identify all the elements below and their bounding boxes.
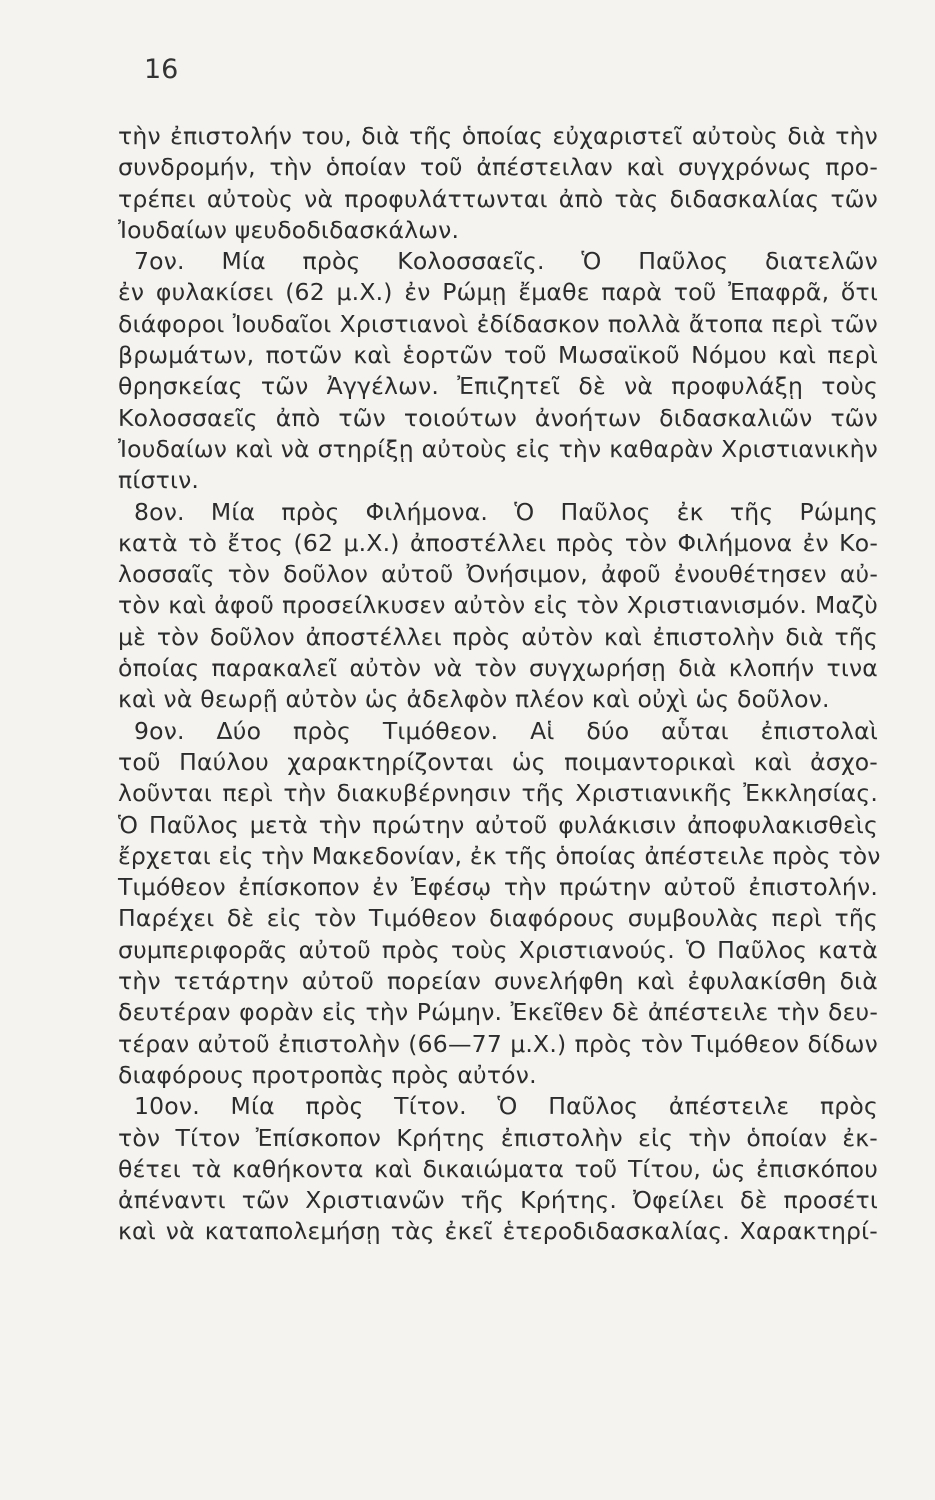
text-line: βρωμάτων, ποτῶν καὶ ἑορτῶν τοῦ Μωσαϊκοῦ Νόμου καὶ περὶ [118,341,878,370]
text-line: ἐν φυλακίσει (62 μ.Χ.) ἐν Ρώμῃ ἔμαθε παρὰ τοῦ Ἐπαφρᾶ, ὅτι [118,278,878,307]
text-line: Παρέχει δὲ εἰς τὸν Τιμόθεον διαφόρους συμβουλὰς περὶ τῆς [118,904,878,933]
text-line: συνδρομήν, τὴν ὁποίαν τοῦ ἀπέστειλαν καὶ συγχρόνως προ- [118,153,878,182]
text-line: ἀπέναντι τῶν Χριστιανῶν τῆς Κρήτης. Ὀφείλει δὲ προσέτι [118,1186,878,1215]
text-line: διαφόρους προτροπὰς πρὸς αὐτόν. [118,1060,537,1089]
section-heading-9: 9ον. Δύο πρὸς Τιμόθεον. Αἱ δύο αὗται ἐπιστολαὶ [134,716,878,745]
text-line: τέραν αὐτοῦ ἐπιστολὴν (66—77 μ.Χ.) πρὸς τὸν Τιμόθεον δίδων [118,1029,878,1058]
text-line: Ὁ Παῦλος μετὰ τὴν πρώτην αὐτοῦ φυλάκισιν ἀποφυλακισθεὶς [118,810,878,839]
text-line: Ἰουδαίων καὶ νὰ στηρίξῃ αὐτοὺς εἰς τὴν καθαρὰν Χριστιανικὴν [118,434,878,463]
body-text [118,121,881,1248]
text-line: διάφοροι Ἰουδαῖοι Χριστιανοὶ ἐδίδασκον πολλὰ ἄτοπα περὶ τῶν [118,309,878,338]
text-line: καὶ νὰ καταπολεμήσῃ τὰς ἐκεῖ ἑτεροδιδασκαλίας. Χαρακτηρί- [118,1217,878,1246]
text-line: κατὰ τὸ ἔτος (62 μ.Χ.) ἀποστέλλει πρὸς τὸν Φιλήμονα ἐν Κο- [118,528,878,557]
text-line: μὲ τὸν δοῦλον ἀποστέλλει πρὸς αὐτὸν καὶ ἐπιστολὴν διὰ τῆς [118,622,878,651]
text-line: λοῦνται περὶ τὴν διακυβέρνησιν τῆς Χριστιανικῆς Ἐκκλησίας. [118,779,878,808]
text-line: θέτει τὰ καθήκοντα καὶ δικαιώματα τοῦ Τίτου, ὡς ἐπισκόπου [118,1154,878,1183]
text-line: Ἰουδαίων ψευδοδιδασκάλων. [118,215,460,244]
text-line: συμπεριφορᾶς αὐτοῦ πρὸς τοὺς Χριστιανούς. Ὁ Παῦλος κατὰ [118,935,878,964]
text-line: πίστιν. [118,466,200,495]
section-heading-8: 8ον. Μία πρὸς Φιλήμονα. Ὁ Παῦλος ἐκ τῆς Ρώμης [134,497,878,526]
section-heading-7: 7ον. Μία πρὸς Κολοσσαεῖς. Ὁ Παῦλος διατελῶν [134,247,878,276]
page-number: 16 [144,54,179,85]
section-heading-10: 10ον. Μία πρὸς Τίτον. Ὁ Παῦλος ἀπέστειλε πρὸς [134,1092,878,1121]
text-line: τὴν τετάρτην αὐτοῦ πορείαν συνελήφθη καὶ ἐφυλακίσθη διὰ [118,967,878,996]
text-line: καὶ νὰ θεωρῇ αὐτὸν ὡς ἀδελφὸν πλέον καὶ οὐχὶ ὡς δοῦλον. [118,685,830,714]
text-line: τοῦ Παύλου χαρακτηρίζονται ὡς ποιμαντορικαὶ καὶ ἀσχο- [118,747,878,776]
text-line: λοσσαῖς τὸν δοῦλον αὐτοῦ Ὀνήσιμον, ἀφοῦ ἐνουθέτησεν αὐ- [118,560,878,589]
text-line: ὁποίας παρακαλεῖ αὐτὸν νὰ τὸν συγχωρήσῃ διὰ κλοπήν τινα [118,654,878,683]
text-line: τρέπει αὐτοὺς νὰ προφυλάττωνται ἀπὸ τὰς διδασκαλίας τῶν [118,184,878,213]
text-line: τὸν Τίτον Ἐπίσκοπον Κρήτης ἐπιστολὴν εἰς τὴν ὁποίαν ἐκ- [118,1123,878,1152]
text-line: τὸν καὶ ἀφοῦ προσείλκυσεν αὐτὸν εἰς τὸν Χριστιανισμόν. Μαζὺ [118,591,878,620]
text-line: τὴν ἐπιστολήν του, διὰ τῆς ὁποίας εὐχαριστεῖ αὐτοὺς διὰ τὴν [118,122,878,150]
text-line: Τιμόθεον ἐπίσκοπον ἐν Ἐφέσῳ τὴν πρώτην αὐτοῦ ἐπιστολήν. [118,873,878,902]
text-line: Κολοσσαεῖς ἀπὸ τῶν τοιούτων ἀνοήτων διδασκαλιῶν τῶν [118,403,878,432]
text-line: δευτέραν φορὰν εἰς τὴν Ρώμην. Ἐκεῖθεν δὲ ἀπέστειλε τὴν δευ- [118,998,878,1027]
text-line: θρησκείας τῶν Ἀγγέλων. Ἐπιζητεῖ δὲ νὰ προφυλάξῃ τοὺς [118,372,878,401]
text-line: ἔρχεται εἰς τὴν Μακεδονίαν, ἐκ τῆς ὁποίας ἀπέστειλε πρὸς τὸν [118,841,881,870]
